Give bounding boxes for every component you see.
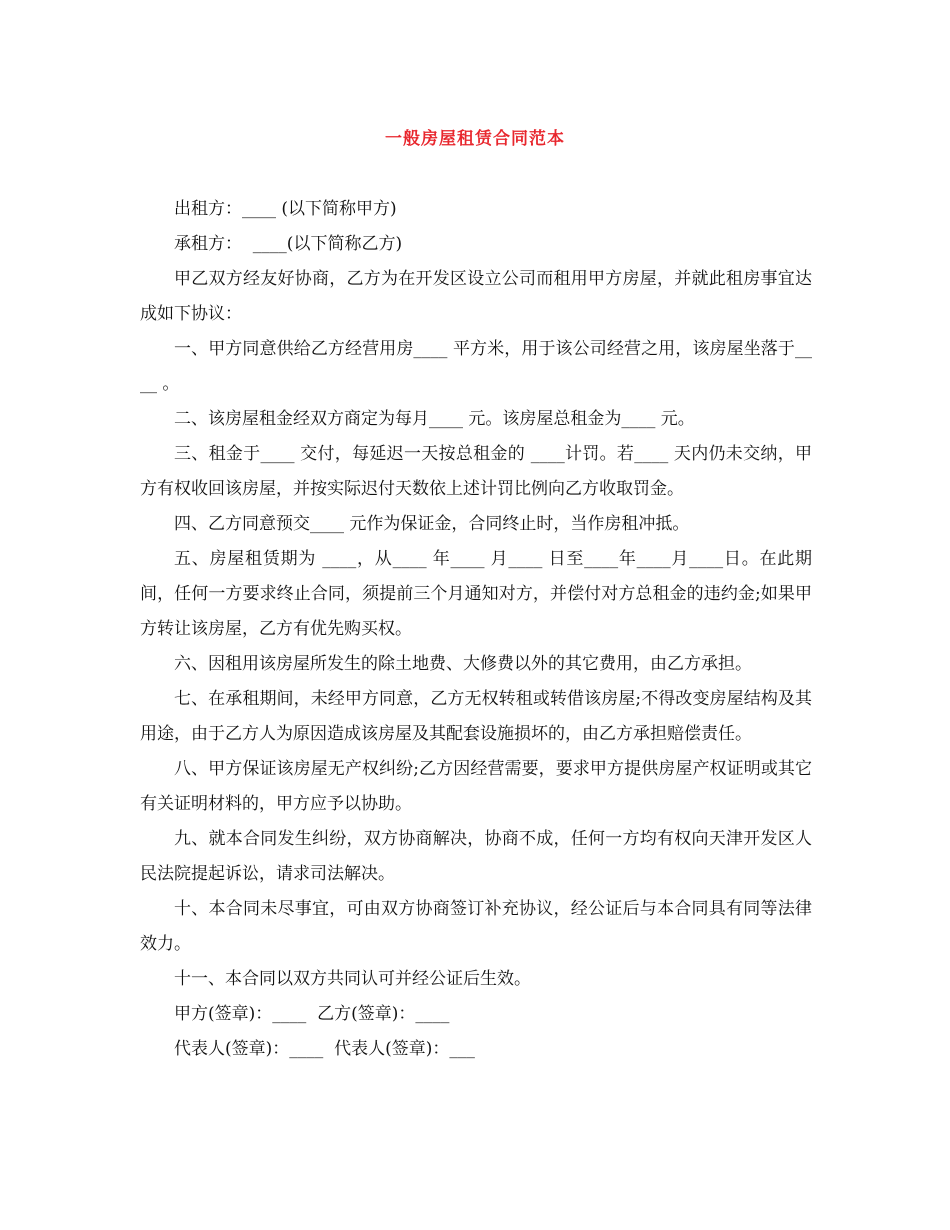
clause-7: 七、在承租期间，未经甲方同意，乙方无权转租或转借该房屋;不得改变房屋结构及其用途，由于乙方人为原因造成该房屋及其配套设施损坏的，由乙方承担赔偿责任。 xyxy=(140,689,812,744)
signature-line-representatives: 代表人(签章)：____ 代表人(签章)：___ xyxy=(174,1039,475,1059)
document-title: 一般房屋租赁合同范本 xyxy=(385,129,565,149)
document-body xyxy=(140,192,812,1067)
clause-11: 十一、本合同以双方共同认可并经公证后生效。 xyxy=(174,969,531,989)
clause-5: 五、房屋租赁期为 ____，从____ 年____ 月____ 日至____年____月____日。在此期间，任何一方要求终止合同，须提前三个月通知对方，并偿付对方总租金的违约金;如果甲方转让该房屋，乙方有优先购买权。 xyxy=(140,549,812,639)
clause-8: 八、甲方保证该房屋无产权纠纷;乙方因经营需要，要求甲方提供房屋产权证明或其它有关证明材料的，甲方应予以协助。 xyxy=(140,759,812,814)
clause-4: 四、乙方同意预交____ 元作为保证金，合同终止时，当作房租冲抵。 xyxy=(174,514,690,534)
lessor-line: 出租方：____ (以下简称甲方) xyxy=(174,199,397,219)
clause-6: 六、因租用该房屋所发生的除土地费、大修费以外的其它费用，由乙方承担。 xyxy=(174,654,752,674)
preamble-paragraph: 甲乙双方经友好协商，乙方为在开发区设立公司而租用甲方房屋，并就此租房事宜达成如下协议： xyxy=(140,269,812,324)
clause-3: 三、租金于____ 交付，每延迟一天按总租金的 ____计罚。若____ 天内仍未交纳，甲方有权收回该房屋，并按实际迟付天数依上述计罚比例向乙方收取罚金。 xyxy=(140,444,812,499)
clause-1: 一、甲方同意供给乙方经营用房____ 平方米，用于该公司经营之用，该房屋坐落于____ 。 xyxy=(140,339,812,394)
clause-10: 十、本合同未尽事宜，可由双方协商签订补充协议，经公证后与本合同具有同等法律效力。 xyxy=(140,899,812,954)
lessee-line: 承租方： ____(以下简称乙方) xyxy=(174,234,403,254)
signature-line-parties: 甲方(签章)：____ 乙方(签章)：____ xyxy=(174,1004,450,1024)
clause-2: 二、该房屋租金经双方商定为每月____ 元。该房屋总租金为____ 元。 xyxy=(174,409,695,429)
clause-9: 九、就本合同发生纠纷，双方协商解决，协商不成，任何一方均有权向天津开发区人民法院提起诉讼，请求司法解决。 xyxy=(140,829,812,884)
